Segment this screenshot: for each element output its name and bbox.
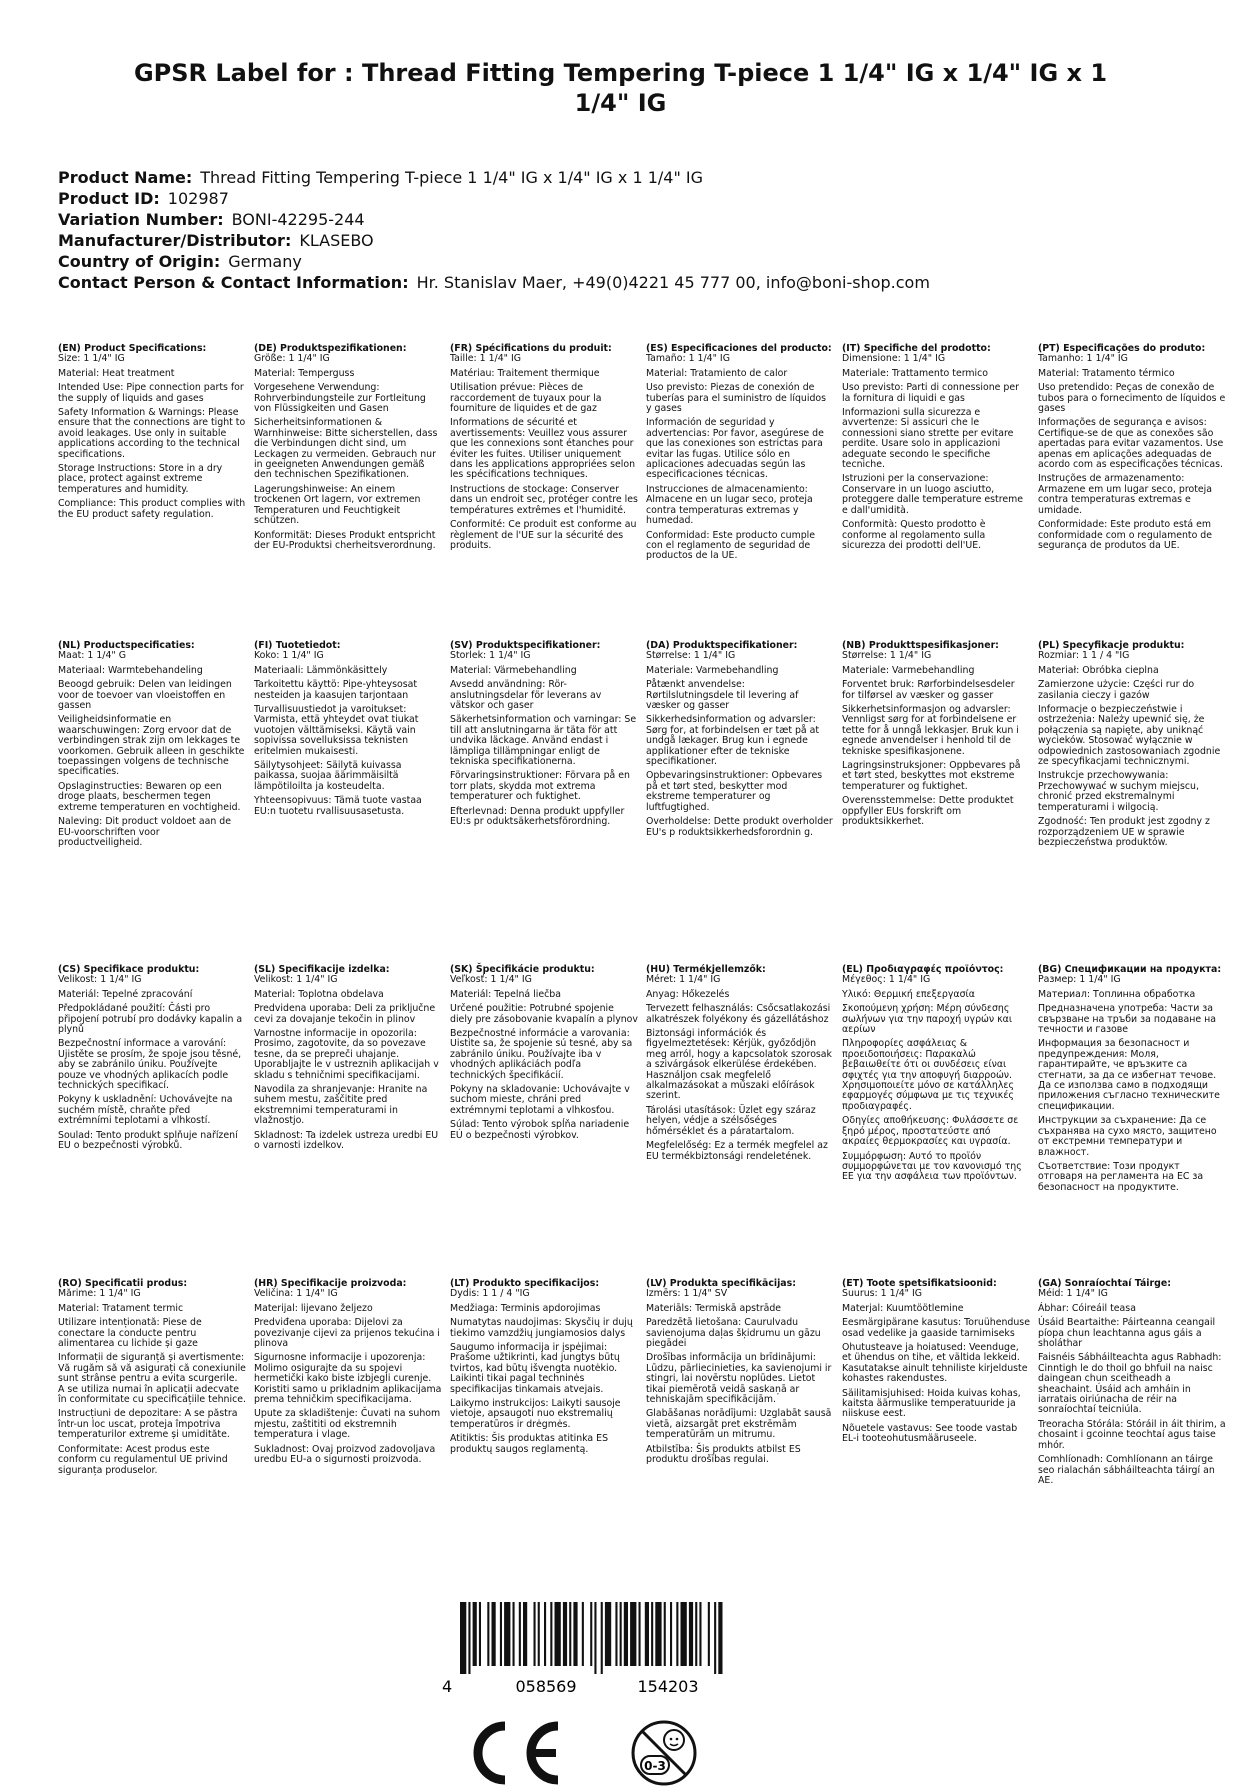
page-title: GPSR Label for : Thread Fitting Tempering T-piece 1 1/4" IG x 1/4" IG x 1 1/4" IG <box>133 59 1108 117</box>
spec-paragraph: Biztonsági információk és figyelmeztetések: Kérjük, győződjön meg arról, hogy a kapcsolatok szorosak a szivárgások elkerülése érdekében. Használjon csak megfelelő alkalmazásokat a műszaki előírások szerint. <box>646 1028 832 1102</box>
barcode-bar <box>519 1602 521 1666</box>
spec-paragraph: Naleving: Dit product voldoet aan de EU-voorschriften voor productveiligheid. <box>58 816 231 848</box>
spec-size: Size: 1 1/4" IG <box>58 353 125 365</box>
spec-heading: (EN) Product Specifications: <box>58 343 207 354</box>
barcode-bar <box>689 1602 693 1666</box>
spec-paragraph: Faisnéis Sábháilteachta agus Rabhadh: Cinntigh le do thoil go bhfuil na naisc daingean chun sceitheadh a sheachaint. Úsáid ach amháin in iarratais oiriúnacha de réir na sonraíochtaí teicniúla. <box>1038 1352 1222 1416</box>
spec-paragraph: Ábhar: Cóireáil teasa <box>1038 1302 1136 1314</box>
spec-paragraph: Úsáid Beartaithe: Páirteanna ceangail píopa chun leachtanna agus gáis a sholáthar <box>1038 1317 1216 1350</box>
spec-paragraph: Skladnost: Ta izdelek ustreza uredbi EU o varnosti izdelkov. <box>254 1129 439 1152</box>
spec-size: Taille: 1 1/4" IG <box>450 353 521 365</box>
barcode-bar <box>534 1602 536 1666</box>
spec-paragraph: Uso pretendido: Peças de conexão de tubos para o fornecimento de líquidos e gases <box>1038 382 1226 415</box>
spec-paragraph: Informații de siguranță și avertismente: Vă rugăm să vă asigurați că conexiunile sunt strânse pentru a evita scurgerile. A se utiliza numai în aplicații adecvate în conformitate cu specificațiile tehnice. <box>58 1352 246 1406</box>
spec-block <box>254 1279 442 1470</box>
barcode-bar <box>487 1602 489 1666</box>
spec-paragraph: Forventet bruk: Rørforbindelsesdeler for tilførsel av væsker og gasser <box>842 679 1015 701</box>
spec-paragraph: Conformitate: Acest produs este conform cu regulamentul UE privind siguranța produselor. <box>58 1443 228 1476</box>
spec-paragraph: Predvidena uporaba: Deli za priključne cevi za dovajanje tekočin in plinov <box>254 1003 436 1025</box>
barcode-bar <box>699 1602 701 1666</box>
spec-block <box>646 344 834 566</box>
spec-heading: (LT) Produkto specifikacijos: <box>450 1278 600 1289</box>
spec-size: Tamaño: 1 1/4" IG <box>646 353 730 365</box>
spec-paragraph: Material: Tratament termic <box>58 1302 184 1314</box>
barcode-bar <box>681 1602 687 1666</box>
barcode-bar <box>695 1602 697 1666</box>
spec-heading: (GA) Sonraíochtaí Táirge: <box>1038 1278 1171 1289</box>
spec-size: Dimensione: 1 1/4" IG <box>842 353 946 365</box>
barcode-bar <box>492 1602 496 1666</box>
spec-heading: (BG) Спецификации на продукта: <box>1038 964 1222 975</box>
spec-paragraph: Saugumo informacija ir įspėjimai: Prašome užtikrinti, kad jungtys būtų tvirtos, kad būtų išvengta nuotėkio. Laikinti tikai pagal techninės specifikacijas tinkamais atvejais. <box>450 1342 620 1395</box>
spec-paragraph: Instructions de stockage: Conserver dans un endroit sec, protéger contre les températures extrêmes et l'humidité. <box>450 483 638 516</box>
spec-paragraph: Πληροφορίες ασφάλειας & προειδοποιήσεις: Παρακαλώ βεβαιωθείτε ότι οι συνδέσεις είναι σφιχτές για την αποφυγή διαρροών. Χρησιμοποιείτε μόνο σε κατάλληλες εφαρμογές σύμφωνα με τις τεχνικές προδιαγραφές. <box>842 1038 1014 1112</box>
spec-paragraph: Efterlevnad: Denna produkt uppfyller EU:s pr oduktsäkerhetsförordning. <box>450 805 625 828</box>
spec-size: Izmērs: 1 1/4" SV <box>646 1288 728 1300</box>
barcode-bar <box>460 1602 466 1674</box>
spec-block <box>842 965 1030 1187</box>
barcode-bar <box>651 1602 653 1666</box>
barcode-bar <box>563 1602 567 1666</box>
spec-paragraph: Yhteensopivuus: Tämä tuote vastaa EU:n tuotetu rvallisuusasetusta. <box>254 795 422 817</box>
spec-paragraph: Istruzioni per la conservazione: Conservare in un luogo asciutto, proteggere dalle temperature estreme e dall'umidità. <box>842 473 1024 516</box>
spec-paragraph: Pokyny na skladovanie: Uchovávajte v suchom mieste, chráni pred extrémnymi teplotami a vlhkosťou. <box>450 1084 630 1116</box>
spec-paragraph: Atitiktis: Šis produktas atitinka ES produktų saugos reglamentą. <box>450 1433 609 1455</box>
spec-paragraph: Bezpečnostní informace a varování: Ujistěte se prosím, že spoje jsou těsné, aby se zabránilo úniku. Používejte pouze ve vhodných aplikacích podle technických specifikací. <box>58 1038 242 1092</box>
spec-size: Koko: 1 1/4" IG <box>254 650 324 662</box>
spec-block <box>58 1279 246 1480</box>
spec-paragraph: Paredzētā lietošana: Caurulvadu savienojuma daļas šķidrumu un gāzu piegādei <box>646 1317 821 1350</box>
spec-paragraph: Bezpečnostné informácie a varovania: Uistite sa, že spojenie sú tesné, aby sa zabránilo úniku. Používajte iba v vhodných aplikáciách podľa technických špecifikácií. <box>450 1028 633 1081</box>
spec-size: Veličina: 1 1/4" IG <box>254 1288 338 1300</box>
spec-paragraph: Turvallisuustiedot ja varoitukset: Varmista, että yhteydet ovat tiukat vuotojen välttämiseksi. Käytä vain sopivissa sovelluksissa teknisten eritelmien mukaisesti. <box>254 704 419 757</box>
spec-block <box>58 965 246 1156</box>
spec-heading: (DE) Produktspezifikationen: <box>254 343 407 354</box>
barcode-right-group: 154203 <box>637 1677 699 1696</box>
barcode-bar <box>513 1602 515 1666</box>
spec-block <box>450 641 638 832</box>
barcode-bar <box>655 1602 661 1666</box>
spec-block <box>1038 344 1226 555</box>
spec-paragraph: Opbevaringsinstruktioner: Opbevares på et tørt sted, beskytter mod ekstreme temperaturer og luftfugtighed. <box>646 770 823 813</box>
spec-paragraph: Conformità: Questo prodotto è conforme al regolamento sulla sicurezza dei prodotti dell'UE. <box>842 519 986 551</box>
spec-size: Storlek: 1 1/4" IG <box>450 650 531 662</box>
spec-paragraph: Nõuetele vastavus: See toode vastab EL-i tooteohutusmääruseele. <box>842 1422 1018 1445</box>
spec-size: Veľkosť: 1 1/4" IG <box>450 974 532 986</box>
spec-size: Tamanho: 1 1/4" IG <box>1038 353 1128 365</box>
barcode-bar <box>500 1602 502 1666</box>
spec-paragraph: Materiale: Trattamento termico <box>842 367 989 379</box>
spec-paragraph: Materiale: Varmebehandling <box>842 664 975 676</box>
spec-paragraph: Pokyny k uskladnění: Uchovávejte na suchém místě, chraňte před extrémními teplotami a vlhkostí. <box>58 1094 233 1127</box>
spec-paragraph: Instrucciones de almacenamiento: Almacene en un lugar seco, proteja contra temperaturas extremas y humedad. <box>646 483 813 527</box>
barcode-bar <box>504 1602 510 1666</box>
spec-paragraph: Предназначена употреба: Части за свързване на тръби за подаване на течности и газове <box>1038 1003 1216 1036</box>
spec-paragraph: Съответствие: Този продукт отговаря на регламента на ЕС за безопасност на продуктите. <box>1038 1160 1204 1193</box>
spec-paragraph: Информация за безопасност и предупреждения: Моля, гарантирайте, че връзките са стегнати, за да се избегнат течове. Да се използва само в подходящи приложения съгласно техническите спецификации. <box>1038 1038 1220 1112</box>
spec-paragraph: Υλικό: Θερμική επεξεργασία <box>842 988 975 1000</box>
spec-paragraph: Material: Tratamiento de calor <box>646 367 788 379</box>
spec-heading: (SL) Specifikacije izdelka: <box>254 964 390 975</box>
spec-size: Maat: 1 1/4" G <box>58 650 126 662</box>
spec-heading: (ES) Especificaciones del producto: <box>646 343 832 354</box>
barcode-bar <box>590 1602 592 1666</box>
spec-paragraph: Uso previsto: Parti di connessione per la fornitura di liquidi e gas <box>842 382 1019 404</box>
spec-paragraph: Storage Instructions: Store in a dry place, protect against extreme temperatures and humidity. <box>58 463 223 495</box>
spec-paragraph: Instrukcje przechowywania: Przechowywać w suchym miejscu, chronić przed ekstremalnymi temperaturami i wilgocią. <box>1038 770 1199 813</box>
spec-paragraph: Treoracha Stórála: Stóráil in áit thirim, a chosaint i gcoinne teochtaí agus taise mhór. <box>1038 1418 1226 1451</box>
spec-heading: (EL) Προδιαγραφές προϊόντος: <box>842 964 1004 975</box>
info-variation-number: Variation Number: BONI-42295-244 <box>58 210 365 229</box>
barcode-bar <box>594 1602 596 1674</box>
spec-paragraph: Navodila za shranjevanje: Hranite na suhem mestu, zaščitite pred ekstremnimi temperaturami in vlažnostjo. <box>254 1084 428 1127</box>
spec-paragraph: Konformität: Dieses Produkt entspricht der EU-Produktsi cherheitsverordnung. <box>254 529 436 551</box>
spec-size: Velikost: 1 1/4" IG <box>254 974 338 986</box>
ean-barcode <box>438 1600 756 1696</box>
barcode-bar <box>645 1602 649 1666</box>
spec-paragraph: Soulad: Tento produkt splňuje nařízení EU o bezpečnosti výrobků. <box>58 1129 238 1152</box>
spec-paragraph: Материал: Топлинна обработка <box>1038 988 1196 1000</box>
spec-paragraph: Laikymo instrukcijos: Laikyti sausoje vietoje, apsaugoti nuo ekstremalių temperatūros ir drėgmės. <box>450 1398 621 1430</box>
spec-paragraph: Zamierzone użycie: Części rur do zasilania cieczy i gazów <box>1038 679 1195 701</box>
barcode-bar <box>582 1602 584 1666</box>
spec-paragraph: Materiale: Varmebehandling <box>646 664 779 676</box>
barcode-bar <box>479 1602 481 1666</box>
spec-block <box>450 965 638 1145</box>
spec-heading: (PT) Especificações do produto: <box>1038 343 1206 354</box>
barcode-bar <box>555 1602 561 1666</box>
spec-paragraph: Materiāls: Termiskā apstrāde <box>646 1302 782 1314</box>
spec-paragraph: Súlad: Tento výrobok spĺňa nariadenie EÚ o bezpečnosti výrobkov. <box>450 1119 630 1141</box>
spec-paragraph: Tárolási utasítások: Üzlet egy száraz helyen, védje a szélsőséges hőmérséklet és a páratartalom. <box>646 1104 816 1137</box>
spec-size: Velikost: 1 1/4" IG <box>58 974 142 986</box>
spec-paragraph: Utilizare intenționată: Piese de conectare la conducte pentru alimentarea cu lichide și gaze <box>58 1317 202 1350</box>
spec-paragraph: Påtænkt anvendelse: Rørtilslutningsdele til levering af væsker og gasser <box>646 679 799 712</box>
spec-paragraph: Overensstemmelse: Dette produktet oppfyller EUs forskrift om produktsikkerhet. <box>842 795 1014 828</box>
spec-paragraph: Atbilstība: Šis produkts atbilst ES produktu drošības regulai. <box>646 1443 801 1466</box>
spec-paragraph: Instruções de armazenamento: Armazene em um lugar seco, proteja contra temperaturas extremas e umidade. <box>1038 473 1212 516</box>
barcode-bar <box>573 1602 577 1666</box>
spec-paragraph: Glabāšanas norādījumi: Uzglabāt sausā vietā, aizsargāt pret ekstrēmām temperatūrām un mitrumu. <box>646 1408 832 1441</box>
spec-paragraph: Materjal: Kuumtöötlemine <box>842 1302 964 1314</box>
spec-heading: (RO) Specificatii produs: <box>58 1278 188 1289</box>
spec-paragraph: Οδηγίες αποθήκευσης: Φυλάσσετε σε ξηρό μέρος, προστατεύστε από ακραίες θερμοκρασίες και υγρασία. <box>842 1115 1019 1148</box>
spec-paragraph: Säkerhetsinformation och varningar: Se till att anslutningarna är täta för att undvika läckage. Använd endast i lämpliga tillämpningar enligt de tekniska specifikationerna. <box>450 714 637 768</box>
not-for-0-3-icon <box>629 1718 699 1788</box>
spec-paragraph: Matériau: Traitement thermique <box>450 367 600 379</box>
spec-heading: (DA) Produktspecifikationer: <box>646 640 798 651</box>
barcode-bar <box>639 1602 641 1666</box>
spec-paragraph: Instrucțiuni de depozitare: A se păstra într-un loc uscat, proteja împotriva temperaturilor extreme și umidităte. <box>58 1408 238 1441</box>
spec-block <box>842 1279 1030 1449</box>
spec-paragraph: Materiál: Tepelné zpracování <box>58 988 193 1000</box>
spec-heading: (NB) Produkttspesifikasjoner: <box>842 640 999 651</box>
spec-paragraph: Materiál: Tepelná liečba <box>450 988 561 1000</box>
spec-heading: (IT) Specifiche del prodotto: <box>842 343 991 354</box>
barcode-left-group: 058569 <box>515 1677 577 1696</box>
spec-paragraph: Σκοπούμενη χρήση: Μέρη σύνδεσης σωλήνων για την παροχή υγρών και αερίων <box>842 1003 1012 1036</box>
spec-paragraph: Conformité: Ce produit est conforme au règlement de l'UE sur la sécurité des produits. <box>450 519 637 551</box>
spec-paragraph: Medžiaga: Terminis apdorojimas <box>450 1302 601 1314</box>
spec-heading: (HR) Specifikacije proizvoda: <box>254 1278 407 1289</box>
spec-block <box>58 344 246 524</box>
spec-paragraph: Tervezett felhasználás: Csőcsatlakozási alkatrészek folyékony és gázellátáshoz <box>646 1003 831 1025</box>
spec-block <box>842 344 1030 555</box>
spec-heading: (LV) Produkta specifikācijas: <box>646 1278 796 1289</box>
spec-paragraph: Opslaginstructies: Bewaren op een droge plaats, beschermen tegen extreme temperaturen en vochtigheid. <box>58 780 241 813</box>
spec-paragraph: Συμμόρφωση: Αυτό το προϊόν συμμορφώνεται με τον κανονισμό της ΕΕ για την ασφάλεια των προϊόντων. <box>842 1150 1022 1183</box>
barcode-bar <box>664 1602 666 1666</box>
spec-heading: (PL) Specyfikacje produktu: <box>1038 640 1185 651</box>
spec-size: Μέγεθος: 1 1/4" IG <box>842 974 931 986</box>
barcode-bar <box>523 1602 527 1666</box>
spec-paragraph: Säilytysohjeet: Säilytä kuivassa paikassa, suojaa äärimmäisiltä lämpötiloilta ja kosteudelta. <box>254 760 402 792</box>
spec-paragraph: Compliance: This product complies with the EU product safety regulation. <box>58 498 246 520</box>
barcode-bar <box>670 1602 672 1666</box>
spec-paragraph: Material: Tratamento térmico <box>1038 367 1175 379</box>
spec-paragraph: Určené použitie: Potrubné spojenie diely pre zásobovanie kvapalín a plynov <box>450 1003 638 1025</box>
spec-heading: (SK) Špecifikácie produktu: <box>450 964 595 975</box>
info-country-of-origin: Country of Origin: Germany <box>58 252 302 271</box>
spec-size: Размер: 1 1/4" IG <box>1038 974 1121 986</box>
spec-paragraph: Sukladnost: Ovaj proizvod zadovoljava uredbu EU-a o sigurnosti proizvoda. <box>254 1443 436 1466</box>
barcode-bar <box>624 1602 628 1666</box>
spec-paragraph: Materiaal: Warmtebehandeling <box>58 664 203 676</box>
barcode-bar <box>605 1602 611 1666</box>
spec-paragraph: Safety Information & Warnings: Please ensure that the connections are tight to avoid leakages. Use only in suitable applications according to the technical specifications. <box>58 407 246 460</box>
spec-block <box>842 641 1030 832</box>
spec-size: Größe: 1 1/4" IG <box>254 353 330 365</box>
barcode-first-digit: 4 <box>442 1677 453 1696</box>
spec-size: Størrelse: 1 1/4" IG <box>842 650 932 662</box>
spec-paragraph: Informations de sécurité et avertissements: Veuillez vous assurer que les connexions sont étanches pour éviter les fuites. Utiliser uniquement dans les applications appropriées selon les spécifications techniques. <box>450 417 636 481</box>
spec-block <box>450 1279 638 1459</box>
ce-mark-icon <box>455 1720 565 1786</box>
spec-heading: (ET) Toote spetsifikatsioonid: <box>842 1278 997 1289</box>
spec-block <box>254 344 442 555</box>
barcode-bar <box>620 1602 622 1666</box>
spec-paragraph: Lagringsinstruksjoner: Oppbevares på et tørt sted, beskyttes mot ekstreme temperaturer og fuktighet. <box>842 760 1021 792</box>
spec-paragraph: Lagerungshinweise: An einem trockenen Ort lagern, vor extremen Temperaturen und Feuchtigkeit schützen. <box>254 483 421 527</box>
barcode-bar <box>473 1602 477 1666</box>
spec-paragraph: Megfelelőség: Ez a termék megfelel az EU termékbiztonsági rendeletének. <box>646 1140 828 1162</box>
spec-paragraph: Utilisation prévue: Pièces de raccordement de tuyaux pour la fourniture de liquides et de gaz <box>450 382 602 415</box>
spec-paragraph: Numatytas naudojimas: Skysčių ir dujų tiekimo vamzdžių jungiamosios dalys <box>450 1317 633 1339</box>
spec-paragraph: Material: Värmebehandling <box>450 664 577 676</box>
spec-size: Mărime: 1 1/4" IG <box>58 1288 141 1300</box>
barcode-bar <box>569 1602 571 1666</box>
spec-paragraph: Intended Use: Pipe connection parts for the supply of liquids and gases <box>58 382 244 404</box>
barcode-bar <box>714 1602 716 1674</box>
spec-block <box>450 344 638 555</box>
spec-block <box>58 641 246 852</box>
spec-block <box>1038 641 1226 852</box>
spec-size: Rozmiar: 1 1 / 4 "IG <box>1038 650 1130 662</box>
spec-paragraph: Informazioni sulla sicurezza e avvertenze: Si assicuri che le connessioni siano strette per evitare perdite. Usare solo in applicazioni adeguate secondo le specifiche tecniche. <box>842 407 1014 471</box>
spec-paragraph: Materijal: lijevano željezo <box>254 1302 373 1314</box>
barcode-bar <box>538 1602 540 1666</box>
spec-paragraph: Ohutusteave ja hoiatused: Veenduge, et ühendus on tihe, et vältida lekkeid. Kasutatakse ainult tehniliste kirjelduste kohastes rakendustes. <box>842 1342 1028 1385</box>
spec-paragraph: Conformidad: Este producto cumple con el reglamento de seguridad de productos de la UE. <box>646 529 816 562</box>
spec-heading: (CS) Specifikace produktu: <box>58 964 200 975</box>
barcode-bar <box>718 1602 722 1674</box>
spec-paragraph: Anyag: Hőkezelés <box>646 988 730 1000</box>
spec-paragraph: Uso previsto: Piezas de conexión de tuberías para el suministro de líquidos y gases <box>646 382 827 415</box>
age-icon-label: 0-3 <box>644 1759 666 1773</box>
barcode-bar <box>550 1602 552 1666</box>
spec-paragraph: Informacje o bezpieczeństwie i ostrzeżenia: Należy upewnić się, że połączenia są napięte, aby uniknąć wycieków. Stosować wyłącznie w odpowiednich zastosowaniach zgodnie ze specyfikacjami technicznymi. <box>1038 704 1221 768</box>
spec-paragraph: Materiaali: Lämmönkäsittely <box>254 664 388 676</box>
spec-paragraph: Informações de segurança e avisos: Certifique-se de que as conexões são apertadas para evitar vazamentos. Use apenas em aplicações adequadas de acordo com as especificações técnicas. <box>1038 417 1224 471</box>
spec-heading: (FR) Spécifications du produit: <box>450 343 612 354</box>
spec-paragraph: Sigurnosne informacije i upozorenja: Molimo osigurajte da su spojevi hermetički kako biste izbjegli curenje. Koristiti samo u prikladnim aplikacijama prema tehničkim specifikacijama. <box>254 1352 442 1406</box>
spec-paragraph: Beoogd gebruik: Delen van leidingen voor de toevoer van vloeistoffen en gassen <box>58 679 232 712</box>
spec-paragraph: Tarkoitettu käyttö: Pipe-yhteysosat nesteiden ja kaasujen tarjontaan <box>254 679 418 701</box>
spec-paragraph: Säilitamisjuhised: Hoida kuivas kohas, kaitsta äärmuslike temperatuuride ja niiskuse eest. <box>842 1387 1021 1420</box>
spec-heading: (SV) Produktspecifikationer: <box>450 640 601 651</box>
barcode-bar <box>708 1602 710 1666</box>
spec-paragraph: Sikkerhedsinformation og advarsler: Sørg for, at forbindelsen er tæt på at undgå lækager. Brug kun i egnede applikationer efter de tekniske specifikationer. <box>646 714 820 768</box>
spec-block <box>254 641 442 821</box>
spec-block <box>254 965 442 1156</box>
spec-paragraph: Инструкции за съхранение: Да се съхранява на сухо място, защитено от екстремни температури и влажност. <box>1038 1115 1217 1158</box>
spec-paragraph: Material: Heat treatment <box>58 367 175 379</box>
spec-paragraph: Comhlíonadh: Comhlíonann an táirge seo rialachán sábháilteachta táirgí an AE. <box>1038 1454 1215 1486</box>
spec-heading: (NL) Productspecificaties: <box>58 640 195 651</box>
spec-paragraph: Eesmärgipärane kasutus: Toruühenduse osad vedelike ja gaaside tarnimiseks <box>842 1317 1030 1339</box>
spec-paragraph: Material: Temperguss <box>254 367 355 379</box>
spec-size: Méret: 1 1/4" IG <box>646 974 721 986</box>
spec-paragraph: Sicherheitsinformationen & Warnhinweise: Bitte sicherstellen, dass die Verbindungen dicht sind, um Leckagen zu vermeiden. Gebrauch nur in geeigneten Anwendungen gemäß den technischen Spezifikationen. <box>254 417 438 481</box>
spec-paragraph: Zgodność: Ten produkt jest zgodny z rozporządzeniem UE w sprawie bezpieczeństwa produktów. <box>1038 816 1210 848</box>
spec-paragraph: Información de seguridad y advertencias: Por favor, asegúrese de que las conexiones son estrictas para evitar las fugas. Utilice sólo en aplicaciones adecuadas según las especificaciones técnicas. <box>646 417 824 481</box>
spec-paragraph: Sikkerhetsinformasjon og advarsler: Vennligst sørg for at forbindelsene er tette for å unngå lekkasjer. Bruk kun i egnede anvendelser i henhold til de tekniske spesifikasjonene. <box>842 704 1019 757</box>
spec-paragraph: Overholdelse: Dette produkt overholder EU's p roduktsikkerhedsforordnin g. <box>646 816 833 838</box>
barcode-bar <box>615 1602 617 1666</box>
spec-paragraph: Varnostne informacije in opozorila: Prosimo, zagotovite, da so povezave tesne, da se prepreči uhajanje. Uporabljajte le v ustreznih aplikacijah v skladu s tehničnimi specifikacijami. <box>254 1028 439 1081</box>
barcode-bar <box>468 1602 470 1674</box>
barcode-bar <box>601 1602 603 1674</box>
spec-block <box>646 1279 834 1470</box>
spec-size: Suurus: 1 1/4" IG <box>842 1288 923 1300</box>
spec-block <box>646 641 834 842</box>
spec-heading: (HU) Termékjellemzők: <box>646 964 766 975</box>
info-product-id: Product ID: 102987 <box>58 189 229 208</box>
spec-paragraph: Upute za skladištenje: Čuvati na suhom mjestu, zaštititi od ekstremnih temperatura i vlage. <box>254 1408 441 1441</box>
info-contact: Contact Person & Contact Information: Hr. Stanislav Maer, +49(0)4221 45 777 00, info@boni-shop.com <box>58 273 930 292</box>
spec-paragraph: Vorgesehene Verwendung: Rohrverbindungsteile zur Fortleitung von Flüssigkeiten und Gasen <box>254 382 426 415</box>
barcode-bars <box>460 1602 723 1674</box>
spec-heading: (FI) Tuotetiedot: <box>254 640 341 651</box>
product-info <box>58 167 1198 293</box>
spec-paragraph: Material: Toplotna obdelava <box>254 988 384 1000</box>
barcode-bar <box>630 1602 636 1666</box>
spec-paragraph: Predviđena uporaba: Dijelovi za povezivanje cijevi za prijenos tekućina i plinova <box>254 1317 440 1350</box>
barcode-bar <box>676 1602 678 1666</box>
spec-block <box>1038 965 1226 1197</box>
spec-paragraph: Materiał: Obróbka cieplna <box>1038 664 1159 676</box>
barcode-bar <box>544 1602 546 1666</box>
spec-paragraph: Förvaringsinstruktioner: Förvara på en torr plats, skydda mot extrema temperaturer och fuktighet. <box>450 770 630 803</box>
spec-paragraph: Avsedd användning: Rör-anslutningsdelar för leverans av vätskor och gaser <box>450 679 602 712</box>
spec-block <box>646 965 834 1166</box>
spec-size: Méid: 1 1/4" IG <box>1038 1288 1108 1300</box>
spec-size: Dydis: 1 1 / 4 "IG <box>450 1288 530 1300</box>
info-product-name: Product Name: Thread Fitting Tempering T-piece 1 1/4" IG x 1/4" IG x 1 1/4" IG <box>58 168 704 187</box>
spec-paragraph: Drošības informācija un brīdinājumi: Lūdzu, pārliecinieties, ka savienojumi ir stingri, lai novērstu noplūdes. Lietot tikai piemērotā veidā saskaņā ar tehniskajām specifikācijām. <box>646 1352 832 1406</box>
spec-size: Størrelse: 1 1/4" IG <box>646 650 736 662</box>
info-manufacturer: Manufacturer/Distributor: KLASEBO <box>58 231 374 250</box>
spec-block <box>1038 1279 1226 1490</box>
spec-paragraph: Předpokládané použití: Části pro připojení potrubí pro dodávky kapalin a plynů <box>58 1003 243 1036</box>
spec-paragraph: Conformidade: Este produto está em conformidade com o regulamento de segurança de produtos da UE. <box>1038 519 1213 551</box>
spec-paragraph: Veiligheidsinformatie en waarschuwingen: Zorg ervoor dat de verbindingen strak zijn om lekkages te voorkomen. Gebruik alleen in geschikte toepassingen volgens de technische specificaties. <box>58 714 245 778</box>
